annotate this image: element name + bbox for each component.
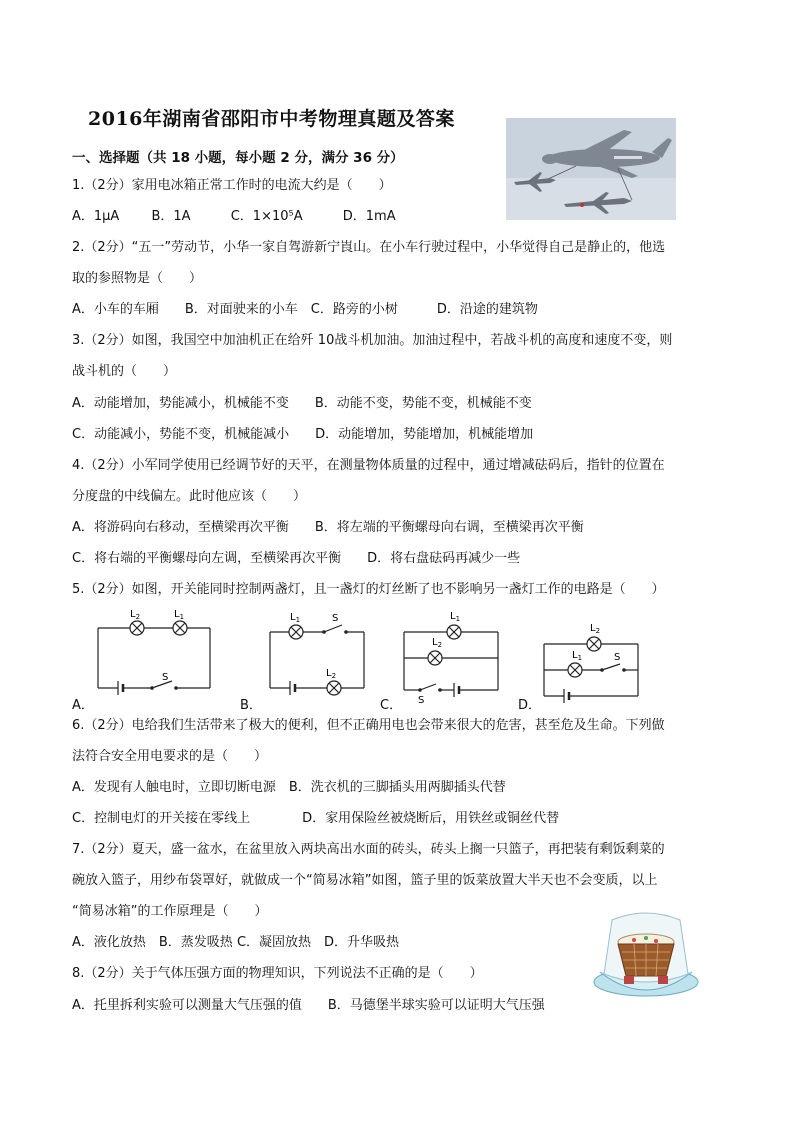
circuit-diagram-a bbox=[90, 608, 220, 698]
label-l1: $L_1$ bbox=[572, 650, 583, 662]
question-3-stem-line1: 3.（2分）如图，我国空中加油机正在给歼 10战斗机加油。加油过程中，若战斗机的高度和速度不变，则 bbox=[72, 333, 673, 348]
question-1-options bbox=[72, 209, 414, 225]
q5-option-d-label[interactable]: D． bbox=[518, 698, 542, 713]
label-l2: $L_2$ bbox=[590, 623, 601, 635]
q5-option-c-label[interactable]: C． bbox=[380, 698, 403, 713]
question-3-options-cd[interactable]: C．动能减小，势能不变，机械能减小 D．动能增加，势能增加，机械能增加 bbox=[72, 427, 534, 442]
question-8-stem: 8.（2分）关于气体压强方面的物理知识，下列说法不正确的是（ ） bbox=[72, 966, 483, 981]
label-l1: $L_1$ bbox=[290, 612, 301, 624]
question-1-stem: 1.（2分）家用电冰箱正常工作时的电流大约是（ ） bbox=[72, 178, 392, 193]
question-7-stem-line1: 7.（2分）夏天，盛一盆水，在盆里放入两块高出水面的砖头，砖头上搁一只篮子，再把装有剩饭剩菜的 bbox=[72, 842, 665, 857]
q1-option-d[interactable]: D．1mA bbox=[342, 209, 396, 224]
question-7-stem-line2: 碗放入篮子，用纱布袋罩好，就做成一个“简易冰箱”如图，篮子里的饭菜放置大半天也不会变质，以上 bbox=[72, 873, 658, 888]
question-4-stem-line2: 分度盘的中线偏左。此时他应该（ ） bbox=[72, 489, 307, 504]
question-3-options-ab[interactable]: A．动能增加，势能减小，机械能不变 B．动能不变，势能不变，机械能不变 bbox=[72, 396, 532, 411]
q5-option-a-label[interactable]: A． bbox=[72, 698, 94, 713]
label-s: S bbox=[332, 613, 339, 624]
question-2-options[interactable]: A．小车的车厢 B．对面驶来的小车 C．路旁的小树 D．沿途的建筑物 bbox=[72, 302, 538, 317]
question-6-stem-line2: 法符合安全用电要求的是（ ） bbox=[72, 749, 268, 764]
question-7-options[interactable]: A．液化放热 B．蒸发吸热 C．凝固放热 D．升华吸热 bbox=[72, 935, 400, 950]
question-4-options-ab[interactable]: A．将游码向右移动，至横梁再次平衡 B．将左端的平衡螺母向右调，至横梁再次平衡 bbox=[72, 520, 584, 535]
label-l2: $L_2$ bbox=[432, 637, 443, 649]
question-5-stem: 5.（2分）如图，开关能同时控制两盏灯，且一盏灯的灯丝断了也不影响另一盏灯工作的电路是（ ） bbox=[72, 582, 665, 597]
label-s: S bbox=[162, 672, 169, 683]
label-l1: $L_1$ bbox=[174, 609, 185, 621]
label-l2: $L_2$ bbox=[326, 668, 337, 680]
q5-option-b-label[interactable]: B． bbox=[240, 698, 262, 713]
question-8-options-ab[interactable]: A．托里拆利实验可以测量大气压强的值 B．马德堡半球实验可以证明大气压强 bbox=[72, 998, 545, 1013]
document-title: 2016年湖南省邵阳市中考物理真题及答案 bbox=[88, 108, 455, 130]
circuit-diagram-b bbox=[262, 608, 372, 698]
circuit-diagram-d bbox=[536, 616, 646, 702]
simple-fridge-illustration bbox=[590, 912, 702, 1004]
label-s: S bbox=[418, 695, 425, 706]
label-l1: $L_1$ bbox=[450, 611, 461, 623]
label-l2: $L_2$ bbox=[130, 609, 141, 621]
question-2-stem-line1: 2.（2分）“五一”劳动节，小华一家自驾游新宁崀山。在小车行驶过程中，小华觉得自己是静止的，他选 bbox=[72, 240, 666, 255]
question-4-stem-line1: 4.（2分）小军同学使用已经调节好的天平，在测量物体质量的过程中，通过增减砝码后，指针的位置在 bbox=[72, 458, 665, 473]
question-3-stem-line2: 战斗机的（ ） bbox=[72, 364, 177, 379]
circuit-diagram-c bbox=[396, 604, 506, 706]
question-7-stem-line3: “简易冰箱”的工作原理是（ ） bbox=[72, 904, 268, 919]
q1-option-b[interactable]: B．1A bbox=[151, 209, 191, 224]
q1-option-a[interactable]: A．1μA bbox=[72, 209, 120, 224]
question-6-options-cd[interactable]: C．控制电灯的开关接在零线上 D．家用保险丝被烧断后，用铁丝或铜丝代替 bbox=[72, 811, 560, 826]
section-heading: 一、选择题（共 18 小题，每小题 2 分，满分 36 分） bbox=[72, 150, 404, 166]
question-6-options-ab[interactable]: A．发现有人触电时，立即切断电源 B．洗衣机的三脚插头用两脚插头代替 bbox=[72, 780, 506, 795]
q1-option-c[interactable]: C．1×10⁵A bbox=[230, 209, 303, 224]
question-6-stem-line1: 6.（2分）电给我们生活带来了极大的便利，但不正确用电也会带来很大的危害，甚至危及生命。下列做 bbox=[72, 718, 665, 733]
label-s: S bbox=[614, 652, 621, 663]
question-4-options-cd[interactable]: C．将右端的平衡螺母向左调，至横梁再次平衡 D．将右盘砝码再减少一些 bbox=[72, 551, 521, 566]
refueling-aircraft-photo bbox=[506, 118, 676, 220]
question-2-stem-line2: 取的参照物是（ ） bbox=[72, 271, 203, 286]
